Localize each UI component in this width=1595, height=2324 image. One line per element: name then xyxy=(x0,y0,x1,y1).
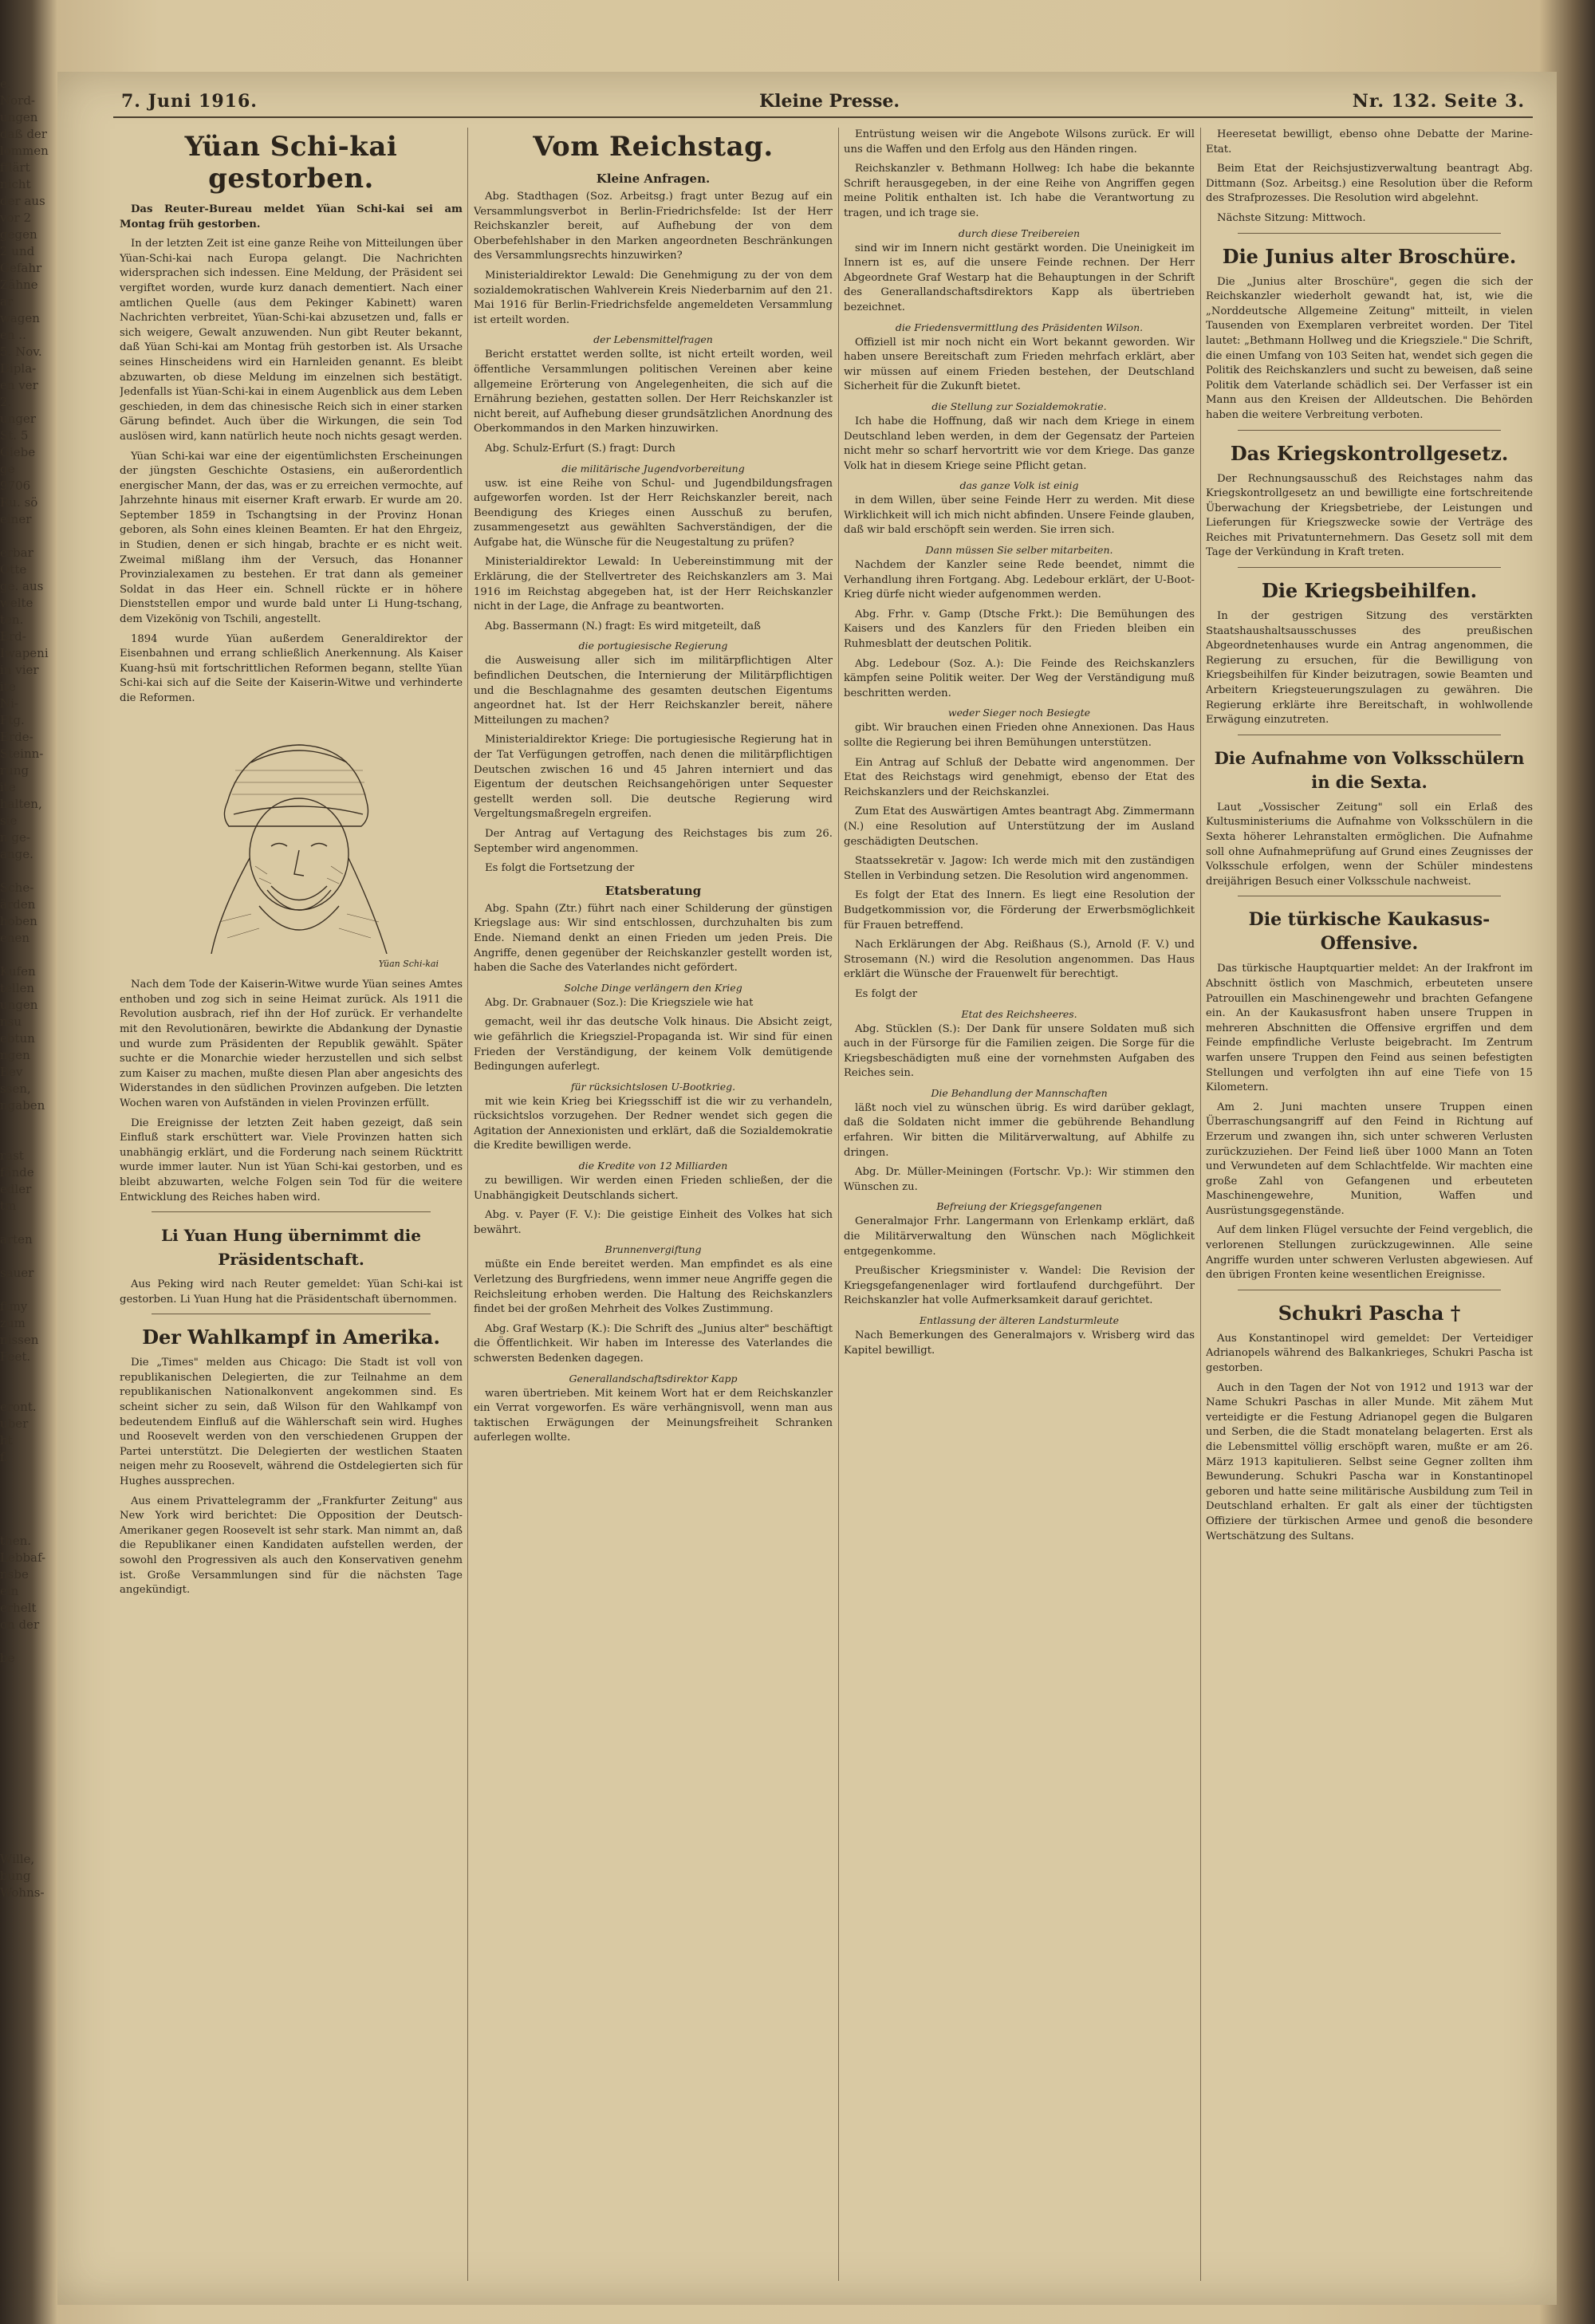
section-heading: die portugiesische Regierung xyxy=(578,640,728,652)
section-heading: die Stellung zur Sozialdemokratie. xyxy=(931,400,1107,412)
article-text: Aus einem Privattelegramm der „Frankfurter Zeitung" aus New York wird berichtet: Die Opposition der Deutsch-Amerikaner gegen Roosevelt ist sehr stark. Man nimmt an, daß die Republikaner einen Kandidaten aufstellen werden, der sowohl den Progressiven als auch den Konservativen genehm ist. Große Versammlungen sind für die nächsten Tage angekündigt. xyxy=(120,1495,463,1597)
section-heading: durch diese Treibereien xyxy=(958,226,1081,239)
strip-line: Gefahr xyxy=(0,261,42,275)
article-subtitle: Kleine Anfragen. xyxy=(596,171,711,186)
article-text: Das Reuter-Bureau meldet Yüan Schi-kai sei am Montag früh gestorben. xyxy=(120,203,463,230)
strip-line: rast xyxy=(0,1148,24,1163)
section-heading: weder Sieger noch Besiegte xyxy=(947,707,1091,719)
separator xyxy=(152,1211,431,1212)
column-4 xyxy=(1206,128,1533,2281)
strip-line: halten, xyxy=(0,797,42,811)
strip-line: Sche- xyxy=(0,880,34,895)
article-text: Ein Antrag auf Schluß der Debatte wird angenommen. Der Etat des Reichstags wird genehmigt, ebenso der Etat des Reichskanzlers und der Reichskanzlei. xyxy=(844,756,1195,798)
strip-line xyxy=(0,1717,49,1734)
section-heading: die Kredite von 12 Milliarden xyxy=(578,1160,728,1172)
article-title-volksschul: Die Aufnahme von Volksschülern in die Sexta. xyxy=(1214,747,1525,792)
strip-line: der aus xyxy=(0,194,45,208)
strip-line xyxy=(0,1818,49,1834)
article-text: Entrüstung weisen wir die Angebote Wilsons zurück. Er will uns die Waffen und den Erfolg aus den Händen ringen. xyxy=(844,128,1195,156)
article-title-junius: Die Junius alter Broschüre. xyxy=(1222,244,1517,268)
strip-line: Ru. sö xyxy=(0,495,38,510)
strip-line: ange. xyxy=(0,847,33,861)
column-2 xyxy=(474,128,833,2281)
strip-line: e. xyxy=(0,77,11,91)
strip-line: ungen xyxy=(0,998,38,1012)
article-text: müßte ein Ende bereitet werden. Man empfindet es als eine Verletzung des Burgfriedens, wenn immer neue Angriffe gegen die Reichsleitung erhoben werden. Die Haltung des Reichskanzlers findet bei der großen Mehrheit des Volkes Zustimmung. xyxy=(474,1259,833,1316)
article-text: Ministerialdirektor Lewald: Die Genehmigung zu der von dem sozialdemokratischen Wahlverein Kreis Niederbarnim auf den 21. Mai 1916 für Berlin-Friedrichsfelde angemeldeten Versammlung ist erteilt worden. xyxy=(474,269,833,326)
strip-line: rung xyxy=(0,763,30,778)
article-text: usw. ist eine Reihe von Schul- und Jugendbildungsfragen aufgeworfen worden. Ist der Herr Reichskanzler bereit, nach Beendigung des Krieges einen Ausschuß zu berufen, zusammengesetzt aus gewählten Sachverständigen, der die Aufgabe hat, die Wünsche für die Neugestaltung zu prüfen? xyxy=(474,477,833,549)
strip-line: Ftg. xyxy=(0,713,25,727)
strip-line xyxy=(0,2052,49,2069)
strip-line: tm xyxy=(0,1199,17,1213)
issue-number: Nr. 132. Seite 3. xyxy=(1352,91,1525,112)
strip-line: uber xyxy=(0,1416,29,1431)
strip-line xyxy=(0,2102,49,2119)
article-title-wahlkampf: Der Wahlkampf in Amerika. xyxy=(142,1325,440,1349)
section-heading: Generallandschaftsdirektor Kapp xyxy=(569,1372,738,1385)
article-title-kriegskontroll: Das Kriegskontrollgesetz. xyxy=(1230,441,1509,465)
article-text: Nächste Sitzung: Mittwoch. xyxy=(1217,211,1366,224)
strip-line: vor 2 xyxy=(0,211,31,225)
article-text: Nach Erklärungen der Abg. Reißhaus (S.), Arnold (F. V.) und Strosemann (N.) wird die Resolution angenommen. Das Haus erklärt die Wünsche der Frauenwelt für berechtigt. xyxy=(844,939,1195,981)
article-text: Beim Etat der Reichsjustizverwaltung beantragt Abg. Dittmann (Soz. Arbeitsg.) eine Resolution über die Reform des Strafprozesses. Die Resolution wird abgelehnt. xyxy=(1206,163,1533,205)
article-text: Staatssekretär v. Jagow: Ich werde mich mit den zuständigen Stellen in Verbindung setzen. Die Resolution wird angenommen. xyxy=(844,855,1195,882)
page-header xyxy=(57,86,1557,118)
article-title-schukri: Schukri Pascha † xyxy=(1278,1301,1461,1325)
strip-line xyxy=(0,2002,49,2019)
article-text: Abg. Graf Westarp (K.): Die Schrift des „Junius alter" beschäftigt die Öffentlichkeit. Wir haben im Interesse des Vaterlandes die schwersten Bedenken dagegen. xyxy=(474,1322,833,1365)
strip-line: Steinn- xyxy=(0,746,44,761)
article-text: Abg. v. Payer (F. V.): Die geistige Einheit des Volkes hat sich bewährt. xyxy=(474,1209,833,1236)
section-heading: Befreiung der Kriegsgefangenen xyxy=(936,1200,1102,1213)
section-heading: die militärische Jugendvorbereitung xyxy=(561,462,745,475)
strip-line: gegen xyxy=(0,227,37,242)
strip-line: fände xyxy=(0,1165,34,1180)
strip-line xyxy=(0,1248,49,1265)
strip-line: in vier xyxy=(0,663,39,677)
strip-line: Lebbaf- xyxy=(0,1550,46,1565)
article-text: Abg. Spahn (Ztr.) führt nach einer Schilderung der günstigen Kriegslage aus: Wir sind entschlossen, durchzuhalten bis zum Ende. Niemand denkt an einen Frieden um jeden Preis. Die Angriffe, denen gegenüber der Reichskanzler gestellt worden ist, haben die Sache des Vaterlandes nicht gefördert. xyxy=(474,902,833,975)
strip-line: Ni- xyxy=(0,696,18,711)
strip-line xyxy=(0,1935,49,1952)
article-text: Abg. Dr. Grabnauer (Soz.): Die Kriegsziele wie hat xyxy=(485,996,754,1009)
strip-line: lommen xyxy=(0,144,49,158)
strip-line: ten. xyxy=(0,613,24,627)
section-heading: Etat des Reichsheeres. xyxy=(961,1007,1077,1020)
strip-line: arten xyxy=(0,1232,33,1247)
adjacent-page-strip xyxy=(0,76,49,2301)
article-text: In der letzten Zeit ist eine ganze Reihe von Mitteilungen über Yüan-Schi-kai nach Europa gelangt. Die Nachrichten widersprachen sich indessen. Eine Meldung, der Präsident sei vergiftet worden, wurde kurz danach dementiert. Nach einer amtlichen Quelle (aus dem Pekinger Kabinett) waren Nachrichten verbreitet, Yüan-Schi-kai abzusetzen und, falls er sich weigere, Gewalt anzuwenden. Nun gibt Reuter bekannt, daß Yüan Schi-kai am Montag früh gestorben ist. Als Ursache seines Hinscheidens wird ein Harnleiden genannt. Es bleibt abzuwarten, ob diese Meldung im einzelnen sich bestätigt. Jedenfalls ist Yüan-Schi-kai in einem Augenblick aus dem Leben geschieden, in dem das chinesische Reich sich in einer starken Gärung befindet. Auch über die Wirkungen, die sein Tod auslösen wird, kann natürlich heute noch nichts gesagt werden. xyxy=(120,238,463,443)
strip-line: Wohns- xyxy=(0,1885,45,1900)
strip-line: n ge- xyxy=(0,830,30,845)
issue-date: 7. Juni 1916. xyxy=(121,91,258,112)
article-text: Zum Etat des Auswärtigen Amtes beantragt Abg. Zimmermann (N.) eine Resolution auf Unterstützung der im Ausland geschädigten Deutschen. xyxy=(844,806,1195,848)
strip-line: Nord- xyxy=(0,93,35,108)
strip-line xyxy=(0,1801,49,1818)
article-text: Nach dem Tode der Kaiserin-Witwe wurde Yüan seines Amtes enthoben und zog sich in seine Heimat zurück. Als 1911 die Revolution ausbrach, rief ihn der Hof zurück. Er verhandelte mit den Revolutionären, bewirkte die Abdankung der Dynastie und wurde zum Präsidenten der Republik gewählt. Später suchte er die Monarchie wieder herzustellen und sich selbst zum Kaiser zu machen, mußte diesen Plan aber angesichts des Widerstandes in den südlichen Provinzen aufgeben. Die letzten Wochen waren von Aufständen in vielen Provinzen erfüllt. xyxy=(120,979,463,1109)
strip-line: Otte xyxy=(0,562,27,577)
strip-line: ungen xyxy=(0,110,38,124)
strip-line: ge. aus xyxy=(0,579,44,593)
article-text: die Ausweisung aller sich im militärpflichtigen Alter befindlichen Deutschen, die Internierung der Militärpflichtigen und die Beschlagnahme des gesamten deutschen Eigentums angeordnet hat. Ist der Herr Reichskanzler bereit, nähere Mitteilungen zu machen? xyxy=(474,655,833,727)
strip-line: f. xyxy=(0,1450,8,1464)
article-text: mit wie kein Krieg bei Kriegsschiff ist die wir zu verhandeln, rücksichtslos vorzugehen. Der Redner wendet sich gegen die Agitation der Annexionisten und erklärt, daß die Sozialdemokratie die Kredite bewilligen werde. xyxy=(474,1095,833,1152)
strip-line xyxy=(0,1114,49,1131)
article-text: Heeresetat bewilligt, ebenso ohne Debatte der Marine-Etat. xyxy=(1206,128,1533,156)
strip-line xyxy=(0,1918,49,1935)
section-heading: Brunnenvergiftung xyxy=(605,1243,702,1256)
article-text: Die Ereignisse der letzten Zeit haben gezeigt, daß sein Einfluß stark erschüttert war. Viele Provinzen hatten sich unabhängig erklärt, und die Forderung nach seinem Rücktritt wurde immer lauter. Nun ist Yüan Schi-kai gestorben, und es bleibt abzuwarten, welche Folgen sein Tod für die weitere Entwicklung des Reiches haben wird. xyxy=(120,1117,463,1203)
strip-line xyxy=(0,1684,49,1700)
article-text: Ich habe die Hoffnung, daß wir nach dem Kriege in einem Deutschland leben werden, in dem der Gegensatz der Parteien nicht mehr so scharf hervortritt wie vor dem Kriege. Das ganze Volk hat in diesem Kriege seine Pflicht getan. xyxy=(844,415,1195,472)
strip-line: sie xyxy=(0,813,18,828)
article-text: gemacht, weil ihr das deutsche Volk hinaus. Die Absicht zeigt, wie gefährlich die Kriegsziel-Propaganda ist. Wir sind für einen Frieden der Verständigung, der keinem Volk demütigende Bedingungen auferlegt. xyxy=(474,1016,833,1073)
article-text: gibt. Wir brauchen einen Frieden ohne Annexionen. Das Haus sollte die Regierung bei ihren Bemühungen unterstützen. xyxy=(844,722,1195,749)
strip-line: tellen xyxy=(0,981,35,995)
article-text: Das türkische Hauptquartier meldet: An der Irakfront im Abschnitt östlich von Maschmich, erbeuteten unsere Patrouillen ein Maschinengewehr und brachten Gefangene ein. An der Kaukasusfront haben unsere Truppen in mehreren Abschnitten die Offensive ergriffen und dem Feinde empfindliche Verluste beigebracht. Im Zentrum warfen unsere Truppen den Feind aus seinen befestigten Stellungen und verfolgten ihn auf eine Tiefe von 15 Kilometern. xyxy=(1206,963,1533,1094)
strip-line: erhelt xyxy=(0,1601,37,1615)
strip-line: Erd- xyxy=(0,629,26,644)
strip-line: unger xyxy=(0,412,36,426)
strip-line xyxy=(0,1131,49,1148)
strip-line xyxy=(0,1767,49,1784)
article-title-lihung: Li Yuan Hung übernimmt die Präsidentschaft. xyxy=(161,1226,421,1270)
article-title-reichstag: Vom Reichstag. xyxy=(533,131,774,163)
section-heading: die Friedensvermittlung des Präsidenten Wilson. xyxy=(895,321,1144,333)
strip-line: wagen xyxy=(0,311,40,325)
strip-line: ngaben xyxy=(0,1098,45,1113)
strip-line xyxy=(0,528,49,545)
article-text: Die „Times" melden aus Chicago: Die Stadt ist voll von republikanischen Delegierten, die zur Teilnahme an dem republikanischen Nationalkonvent angekommen sind. Es scheint sicher zu sein, daß Wilson für den Wahlkampf von bedeutendem Einfluß auf die Wählerschaft sein wird. Hughes und Roosevelt werden von den verschiedenen Gruppen der Partei unterstützt. Die Delegierten der westlichen Staaten neigen mehr zu Roosevelt, während die Ostdelegierten sich für Hughes aussprechen. xyxy=(120,1357,463,1488)
strip-line: ein xyxy=(0,1584,19,1598)
strip-line xyxy=(0,1952,49,1968)
strip-line: welte xyxy=(0,596,33,610)
article-text: Abg. Dr. Müller-Meiningen (Fortschr. Vp.): Wir stimmen den Wünschen zu. xyxy=(844,1166,1195,1193)
section-heading: Die Behandlung der Mannschaften xyxy=(931,1086,1108,1099)
strip-line: nsu xyxy=(0,1014,22,1029)
strip-line: be xyxy=(0,1651,15,1665)
strip-line: then. xyxy=(0,1534,31,1548)
article-text: Der Rechnungsausschuß des Reichstages nahm das Kriegskontrollgesetz an und bewilligte eine fortschreitende Überwachung der Kriegsbetriebe, der Leistungen und Lieferungen für Kriegszwecke sowie der Verträge des Reiches mit Privatunternehmern. Das Gesetz soll mit dem Tage der Verkündung in Kraft treten. xyxy=(1206,472,1533,559)
article-text: Generalmajor Frhr. Langermann von Erlenkamp erklärt, daß die Militärverwaltung den Wünschen nach Möglichkeit entgegenkomme. xyxy=(844,1215,1195,1258)
article-text: Es folgt die Fortsetzung der xyxy=(485,862,635,875)
strip-line: ge xyxy=(0,462,15,476)
strip-line: bung xyxy=(0,1869,31,1883)
strip-line: einer xyxy=(0,512,32,526)
strip-line xyxy=(0,1382,49,1399)
strip-line: ar xyxy=(0,294,14,309)
strip-line: nsbe xyxy=(0,1567,29,1582)
strip-line: Giebe xyxy=(0,445,36,459)
strip-line xyxy=(0,1968,49,1985)
article-title-kriegsbeihilfen: Die Kriegsbeihilfen. xyxy=(1262,579,1477,603)
article-text: Es folgt der Etat des Innern. Es liegt eine Resolution der Budgetkommission vor, die Förderung der Erwerbsmöglichkeit für Frauen betreffend. xyxy=(844,889,1195,932)
strip-line: 2 und xyxy=(0,244,35,258)
article-text: Abg. Ledebour (Soz. A.): Die Feinde des Reichskanzlers kämpfen seine Politik weiter. Der Weg der Verständigung muß beschritten werden. xyxy=(844,657,1195,699)
strip-line xyxy=(0,1834,49,1851)
article-text: in dem Willen, über seine Feinde Herr zu werden. Mit diese Wirklichkeit will ich mich nicht abfinden. Unsere Feinde glauben, daß wir bald erschöpft sein werden. Sie irren sich. xyxy=(844,494,1195,537)
section-heading: das ganze Volk ist einig xyxy=(959,479,1079,492)
article-text: Abg. Stücklen (S.): Der Dank für unsere Soldaten muß sich auch in der Fürsorge für die Familien zeigen. Die Sorge für die Kriegsbeschädigten muß eine der vornehmsten Aufgaben des Reiches sein. xyxy=(844,1022,1195,1080)
article-text: Bericht erstattet werden sollte, ist nicht erteilt worden, weil öffentliche Versammlungen politischen Vereinen aber keine allgemeine Erörterung von Angelegenheiten, die sich auf die Ernährung beziehen, gestatten sollen. Der Herr Reichskanzler ist nicht bereit, auf Aufhebung dieser grundsätzlichen Anordnung des Oberkommandos in den Marken hinzuwirken. xyxy=(474,349,833,435)
article-text: zu bewilligen. Wir werden einen Frieden schließen, der die Unabhängigkeit Deutschlands sichert. xyxy=(474,1175,833,1202)
strip-line: enen xyxy=(0,931,30,945)
strip-line xyxy=(0,1901,49,1918)
column-1 xyxy=(120,128,463,2281)
portrait-caption: Yüan Schi-kai xyxy=(378,958,439,969)
strip-line xyxy=(0,1751,49,1767)
strip-line: ite xyxy=(0,679,16,694)
strip-line xyxy=(0,1466,49,1483)
article-text: Aus Peking wird nach Reuter gemeldet: Yüan Schi-kai ist gestorben. Li Yuan Hung hat die Präsidentschaft übernommen. xyxy=(120,1278,463,1306)
article-text: läßt noch viel zu wünschen übrig. Es wird darüber geklagt, daß die Soldaten nicht immer die gebührende Behandlung erfahren. Wir bitten die Militärverwaltung, auf Abhilfe zu dringen. xyxy=(844,1101,1195,1159)
strip-line: Wille, xyxy=(0,1852,35,1866)
article-title-kaukasus: Die türkische Kaukasus-Offensive. xyxy=(1248,909,1491,955)
article-text: Nach Bemerkungen des Generalmajors v. Wrisberg wird das Kapitel bewilligt. xyxy=(844,1329,1195,1357)
article-title-yuan: Yüan Schi-kai gestorben. xyxy=(184,131,398,195)
strip-line: ite xyxy=(0,780,16,794)
article-text: sind wir im Innern nicht gestärkt worden. Die Uneinigkeit im Innern ist es, auf die unsere Feinde rechnen. Der Herr Abgeordnete Graf Westarp hat die Behauptungen in der Schrift des Generallandschaftsdirektors Kapp als übertrieben bezeichnet. xyxy=(844,242,1195,313)
strip-line xyxy=(0,1985,49,2002)
article-text: Yüan Schi-kai war eine der eigentümlichsten Erscheinungen der jüngsten Geschichte Ostasiens, ein außerordentlich energischer Mann, der das, was er zu erreichen vermochte, auf Jahrzehnte hinaus mit eiserner Kraft erwarb. Er wurde am 20. September 1859 in Tschangtsing in der Provinz Honan geboren, als Sohn eines kleinen Beamten. Er hat den Ehrgeiz, in Studien, denen er sich hingab, brachte er es nicht weit. Zweimal mißlang ihm der Versuch, das Honanner Provinzialexamen zu bestehen. Er trat dann als gemeiner Soldat in das Heer ein. Schnell rückte er in höhere Dienststellen empor und wurde bald unter Li Hung-tschang, dem Vizekönig von Tschili, angestellt. xyxy=(120,450,463,626)
strip-line: Kufen xyxy=(0,964,36,979)
article-text: Laut „Vossischer Zeitung" soll ein Erlaß des Kultusministeriums die Aufnahme von Volksschülern in die Sexta höherer Lehranstalten ermöglichen. Die Aufnahme soll ohne Aufnahmeprüfung auf Grund eines Zeugnisses der Volksschule erfolgen, wenn der Schüler mindestens dreijährigen Besuch einer Volksschule nachweist. xyxy=(1206,801,1533,888)
separator xyxy=(1238,567,1501,568)
article-text: Ministerialdirektor Lewald: In Uebereinstimmung mit der Erklärung, die der Stellvertreter des Reichskanzlers am 3. Mai 1916 im Reichstag abgegeben hat, ist der Herr Reichskanzler nicht in der Lage, die Anfrage zu beantworten. xyxy=(474,556,833,613)
column-3 xyxy=(844,128,1195,2281)
strip-line: ftmy xyxy=(0,1299,28,1314)
strip-line: daß der xyxy=(0,127,47,141)
strip-line: Iwapeni xyxy=(0,646,49,660)
article-text: Auf dem linken Flügel versuchte der Feind vergeblich, die verlorenen Stellungen zurückzugewinnen. Alle seine Angriffe wurden unter schweren Verlusten abgewiesen. Auf den übrigen Fronten keine wesentlichen Ereignisse. xyxy=(1206,1224,1533,1282)
section-heading: Solche Dinge verlängern den Krieg xyxy=(564,981,742,994)
column-rule xyxy=(838,128,839,2281)
article-text: Abg. Stadthagen (Soz. Arbeitsg.) fragt unter Bezug auf ein Versammlungsverbot in Berlin-Friedrichsfelde: Ist der Herr Reichskanzler bereit, auf Aufhebung der von dem Oberbefehlshaber in den Marken angeordneten Beschränkungen des Versammlungsrechts hinzuwirken? xyxy=(474,191,833,262)
article-text: Am 2. Juni machten unsere Truppen einen Überraschungsangriff auf den Feind in Richtung auf Erzerum und zwangen ihn, sich unter schweren Verlusten zurückzuziehen. Der Feind ließ über 1000 Mann an Toten und Verwundeten auf dem Schlachtfelde. Wir machten eine große Zahl von Gefangenen und erbeuteten Maschinengewehre, Munition, Waffen und Ausrüstungsgegenstände. xyxy=(1206,1101,1533,1217)
article-text: Ministerialdirektor Kriege: Die portugiesische Regierung hat in der Tat Verfügungen getroffen, nach denen die militärpflichtigen Deutschen zwischen 16 und 45 Jahren interniert und das Eigentum der deutschen Reichsangehörigen unter Sequester gestellt werden soll. Die deutsche Regierung wird Vergeltungsmaßregeln ergreifen. xyxy=(474,734,833,821)
header-rule xyxy=(113,116,1533,118)
strip-line: en .. xyxy=(0,328,26,342)
article-text: waren übertrieben. Mit keinem Wort hat er dem Reichskanzler ein Verrat vorgeworfen. Es wäre verhängnisvoll, wenn man aus taktischen Erwägungen der Meinungsfreiheit Schranken auferlegen wollte. xyxy=(474,1387,833,1444)
section-heading: Entlassung der älteren Landsturmleute xyxy=(919,1314,1120,1326)
strip-line: Zähne xyxy=(0,278,38,292)
paper-title: Kleine Presse. xyxy=(759,91,900,112)
strip-line: 9706 xyxy=(0,479,31,493)
strip-line xyxy=(0,1667,49,1684)
article-text: Abg. Bassermann (N.) fragt: Es wird mitgeteilt, daß xyxy=(485,620,761,632)
strip-line xyxy=(0,1282,49,1298)
article-text: Abg. Frhr. v. Gamp (Dtsche Frkt.): Die Bemühungen des Kaisers und des Kanzlers für den Frieden bleiben ein Ruhmesblatt der deutschen Politik. xyxy=(844,608,1195,651)
strip-line xyxy=(0,2019,49,2035)
strip-line xyxy=(0,1499,49,1516)
strip-line: Erde- xyxy=(0,730,33,744)
section-heading: der Lebensmittelfragen xyxy=(593,333,713,346)
column-rule xyxy=(1200,128,1201,2281)
strip-line xyxy=(0,2069,49,2086)
article-text: Abg. Schulz-Erfurt (S.) fragt: Durch xyxy=(485,442,675,455)
article-text: Auch in den Tagen der Not von 1912 und 1913 war der Name Schukri Paschas in aller Munde. Mit zähem Mut verteidigte er die Festung Adrianopel gegen die Bulgaren und Serben, die die Stadt monatelang belagerten. Erst als die Lebensmittel völlig erschöpft waren, mußte er am 26. März 1913 kapitulieren. Selbst seine Gegner zollten ihm Bewunderung. Schukri Pascha war in Konstantinopel geboren und hatte seine militärische Ausbildung zum Teil in Deutschland erhalten. Er galt als einer der tüchtigsten Offiziere der türkischen Armee und genoß die besondere Wertschätzung des Sultans. xyxy=(1206,1381,1533,1542)
strip-line xyxy=(0,1700,49,1717)
strip-line: ärden xyxy=(0,897,36,912)
strip-line: ssen, xyxy=(0,1081,31,1096)
strip-line xyxy=(0,863,49,880)
newspaper-page xyxy=(57,72,1557,2305)
section-heading: Etatsberatung xyxy=(605,883,702,898)
strip-line: 5. Nov. xyxy=(0,345,42,359)
strip-line: edler xyxy=(0,1182,32,1196)
strip-line: ht xyxy=(0,1433,13,1448)
strip-line: sauer xyxy=(0,1266,34,1280)
article-text: Nachdem der Kanzler seine Rede beendet, nimmt die Verhandlung ihren Fortgang. Abg. Ledebour erklärt, der U-Boot-Krieg dürfe nicht wieder aufgenommen werden. xyxy=(844,559,1195,601)
section-heading: Dann müssen Sie selber mitarbeiten. xyxy=(925,544,1113,557)
yuan-portrait xyxy=(171,715,411,954)
strip-line xyxy=(0,1516,49,1533)
strip-line xyxy=(0,1215,49,1231)
strip-line: en ver xyxy=(0,378,38,392)
strip-line: ngen xyxy=(0,1048,30,1062)
strip-line xyxy=(0,1734,49,1751)
strip-line: fflärt xyxy=(0,160,30,175)
article-text: In der gestrigen Sitzung des verstärkten Staatshaushaltsausschusses des preußischen Abgeordnetenhauses wurde ein Antrag angenommen, die Regierung zu ersuchen, für die Bewilligung von Kriegsbeihilfen für Kinder beizutragen, sowie Beamten und Arbeitern Kriegsteuerungszulagen zu gewähren. Die Regierung erklärte ihre Bereitschaft, in wohlwollende Erwägung einzutreten. xyxy=(1206,610,1533,727)
strip-line xyxy=(0,2035,49,2052)
section-heading: für rücksichtslosen U-Bootkrieg. xyxy=(570,1080,736,1093)
strip-line: St. 5 xyxy=(0,428,29,443)
article-text: Der Antrag auf Vertagung des Reichstages bis zum 26. September wird angenommen. xyxy=(474,827,833,855)
strip-line xyxy=(0,1633,49,1650)
article-text: Aus Konstantinopel wird gemeldet: Der Verteidiger Adrianopels während des Balkankrieges, Schukri Pascha ist gestorben. xyxy=(1206,1332,1533,1375)
strip-line: eront. xyxy=(0,1400,37,1414)
strip-line xyxy=(0,1365,49,1382)
separator xyxy=(1238,430,1501,431)
strip-line xyxy=(0,1483,49,1499)
article-text: Preußischer Kriegsminister v. Wandel: Die Revision der Kriegsgefangenenlager wird fortlaufend durchgeführt. Der Reichskanzler hat volle Aufmerksamkeit darauf gerichtet. xyxy=(844,1265,1195,1307)
strip-line: zum xyxy=(0,1316,26,1330)
strip-line: Feet. xyxy=(0,1349,31,1364)
article-text: Die „Junius alter Broschüre", gegen die sich der Reichskanzler wiederholt gewandt hat, ist, wie die „Norddeutsche Allgemeine Zeitung" mitteilt, in vielen Tausenden von Exemplaren verbreitet worden. Der Titel lautet: „Bethmann Hollweg und die Kriegsziele." Die Schrift, die einen Umfang von 103 Seiten hat, wendet sich gegen die Politik des Reichskanzlers und sucht zu beweisen, daß seine Politik dem Vaterlande schädlich sei. Der Verfasser ist ein Mann aus den Kreisen der Alldeutschen. Die Behörden haben die weitere Verbreitung verboten. xyxy=(1206,275,1533,421)
strip-line xyxy=(0,2086,49,2102)
strip-line: hoben xyxy=(0,914,37,928)
column-rule xyxy=(467,128,468,2281)
strip-line: 2. xyxy=(0,395,12,409)
strip-line: erbar xyxy=(0,546,33,560)
separator xyxy=(1238,233,1501,234)
strip-line xyxy=(0,1784,49,1801)
strip-line: nicht xyxy=(0,177,31,191)
strip-line: ebtun xyxy=(0,1031,35,1046)
strip-line xyxy=(0,947,49,963)
strip-line: nissen xyxy=(0,1333,39,1347)
strip-line: Dipla- xyxy=(0,361,37,376)
article-text: Reichskanzler v. Bethmann Hollweg: Ich habe die bekannte Schrift herausgegeben, in der eine Reihe von Angriffen gegen meine Politik enthalten ist. Ich habe die Verantwortung zu tragen, und ich trage sie. xyxy=(844,163,1195,219)
strip-line: on der xyxy=(0,1617,40,1632)
article-text: Offiziell ist mir noch nicht ein Wort bekannt geworden. Wir haben unsere Bereitschaft zum Frieden mehrfach erklärt, aber wir müssen auf einem Frieden bestehen, der Deutschland Sicherheit für die Zukunft bietet. xyxy=(844,336,1195,393)
article-text: 1894 wurde Yüan außerdem Generaldirektor der Eisenbahnen und errang schließlich Anerkennung. Als Kaiser Kuang-hsü mit fortschrittlichen Reformen begann, stellte Yüan Schi-kai sich auf die Seite der Kaiserin-Witwe und verhinderte die Reformen. xyxy=(120,632,463,704)
strip-line: Bev xyxy=(0,1065,23,1079)
article-text: Es folgt der xyxy=(855,987,918,1000)
